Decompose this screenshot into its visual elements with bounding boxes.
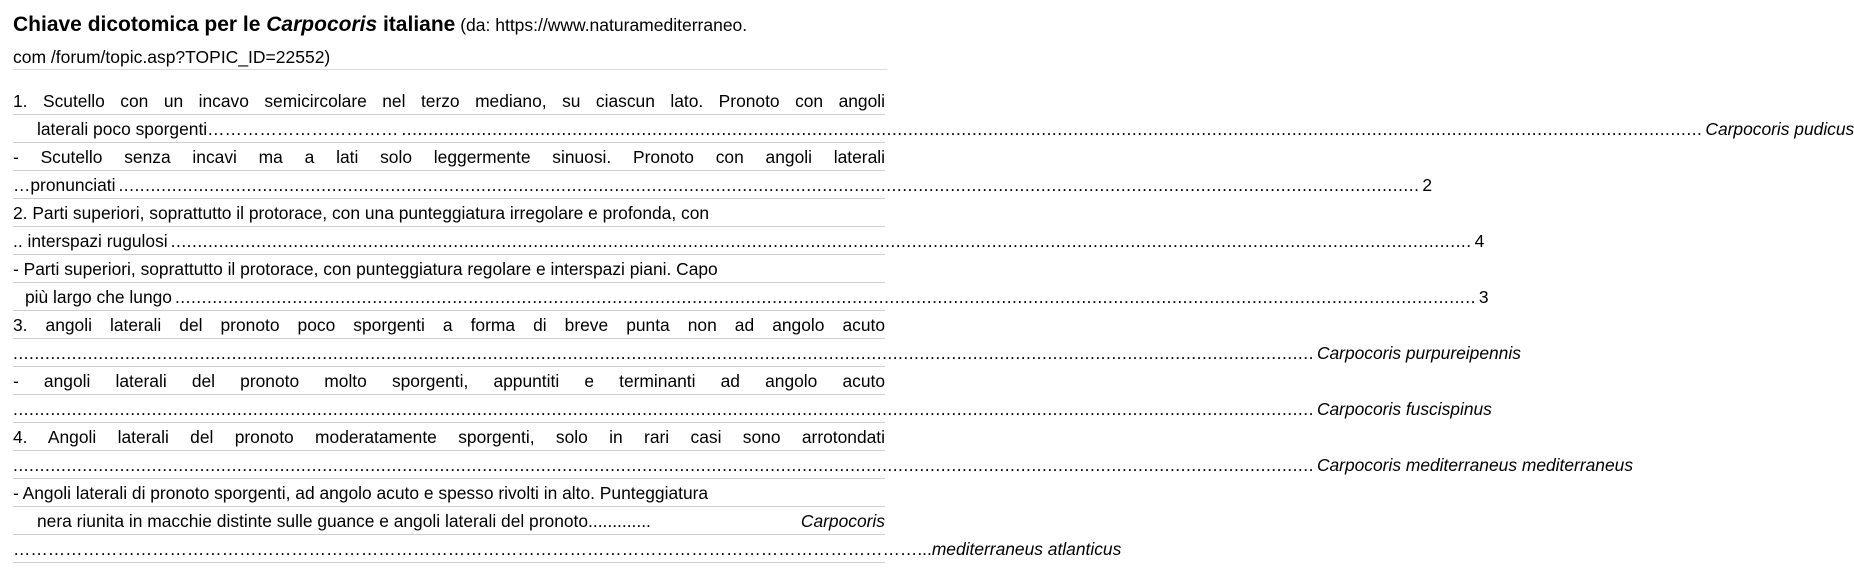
couplet-2b-text: - Parti superiori, soprattutto il protorace, con punteggiatura regolare e interspazi piani. Capo [13, 259, 718, 279]
leader-dots [171, 228, 1472, 255]
couplet-3a-text: 3. angoli laterali del pronoto poco sporgenti a forma di breve punta non ad angolo acuto [13, 315, 885, 335]
line-underline [13, 198, 885, 199]
dichotomous-key [13, 88, 1854, 564]
couplet-2a-result: 4 [1474, 231, 1485, 251]
couplet-2b-continuation: più largo che lungo [25, 287, 172, 307]
line-underline [13, 394, 885, 395]
couplet-4b-continuation: nera riunita in macchie distinte sulle guance e angoli laterali del pronoto............. [37, 511, 651, 531]
line-underline [13, 422, 885, 423]
couplet-1a-continuation: laterali poco sporgenti…………………………… [37, 119, 399, 139]
key-line [13, 144, 885, 172]
key-line [13, 116, 1854, 144]
key-line [13, 340, 1521, 368]
line-underline [13, 282, 885, 283]
couplet-1b-text: - Scutello senza incavi ma a lati solo leggermente sinuosi. Pronoto con angoli laterali [13, 147, 885, 167]
leader-dots [175, 284, 1476, 311]
line-underline [13, 450, 885, 451]
couplet-1b-result: 2 [1422, 175, 1433, 195]
key-line [13, 508, 885, 536]
key-line [13, 88, 885, 116]
line-underline [13, 226, 885, 227]
key-line [13, 200, 885, 228]
leader-dots [118, 172, 1419, 199]
couplet-3b-result: Carpocoris fuscispinus [1316, 399, 1492, 419]
line-underline [13, 338, 885, 339]
line-underline [13, 534, 885, 535]
couplet-2b-result: 3 [1478, 287, 1489, 307]
couplet-4a-text: 4. Angoli laterali del pronoto moderatamente sporgenti, solo in rari casi sono arrotondati [13, 427, 885, 447]
line-underline [13, 478, 885, 479]
couplet-4b-result-genus: Carpocoris [800, 511, 885, 531]
header-line-1 [13, 9, 893, 42]
leader-dots [13, 340, 1314, 367]
couplet-3b-text: - angoli laterali del pronoto molto sporgenti, appuntiti e terminanti ad angolo acuto [13, 371, 885, 391]
line-underline [13, 142, 885, 143]
leader-dots [13, 396, 1314, 423]
document-header [13, 9, 893, 73]
line-underline [13, 254, 885, 255]
key-line [13, 368, 885, 396]
couplet-2a-continuation: .. interspazi rugulosi [13, 231, 168, 251]
line-underline [13, 310, 885, 311]
line-underline [13, 366, 885, 367]
key-line [13, 536, 1122, 564]
header-divider [13, 69, 887, 70]
couplet-4b-result-species: mediterraneus atlanticus [931, 539, 1122, 559]
key-line [13, 396, 1492, 424]
key-line [13, 284, 1489, 312]
couplet-3a-result: Carpocoris purpureipennis [1316, 343, 1521, 363]
source-text-part2: com /forum/topic.asp?TOPIC_ID=22552) [13, 47, 331, 67]
couplet-4b-leader: …………………………………………………………………………………………………………………………………………... [13, 539, 932, 559]
line-underline [13, 562, 885, 563]
key-line [13, 312, 885, 340]
document-title: Chiave dicotomica per le Carpocoris italiane [13, 13, 456, 36]
key-line [13, 228, 1485, 256]
key-line [13, 172, 1433, 200]
title-genus: Carpocoris [266, 13, 378, 36]
leader-dots [13, 452, 1314, 479]
key-line [13, 480, 885, 508]
couplet-1a-result: Carpocoris pudicus [1705, 119, 1854, 139]
line-underline [13, 170, 885, 171]
couplet-2a-text: 2. Parti superiori, soprattutto il protorace, con una punteggiatura irregolare e profonda, con [13, 203, 710, 223]
key-line [13, 424, 885, 452]
leader-dots [401, 116, 1702, 143]
couplet-1b-continuation: …pronunciati [13, 175, 116, 195]
line-underline [13, 506, 885, 507]
key-line [13, 452, 1634, 480]
couplet-4b-text: - Angoli laterali di pronoto sporgenti, ad angolo acuto e spesso rivolti in alto. Punteggiatura [13, 483, 709, 503]
couplet-4a-result: Carpocoris mediterraneus mediterraneus [1316, 455, 1634, 475]
line-underline [13, 114, 885, 115]
couplet-1a-text: 1. Scutello con un incavo semicircolare nel terzo mediano, su ciascun lato. Pronoto con angoli [13, 91, 885, 111]
source-text-part1: (da: https://www.naturamediterraneo. [455, 15, 748, 35]
key-line [13, 256, 885, 284]
